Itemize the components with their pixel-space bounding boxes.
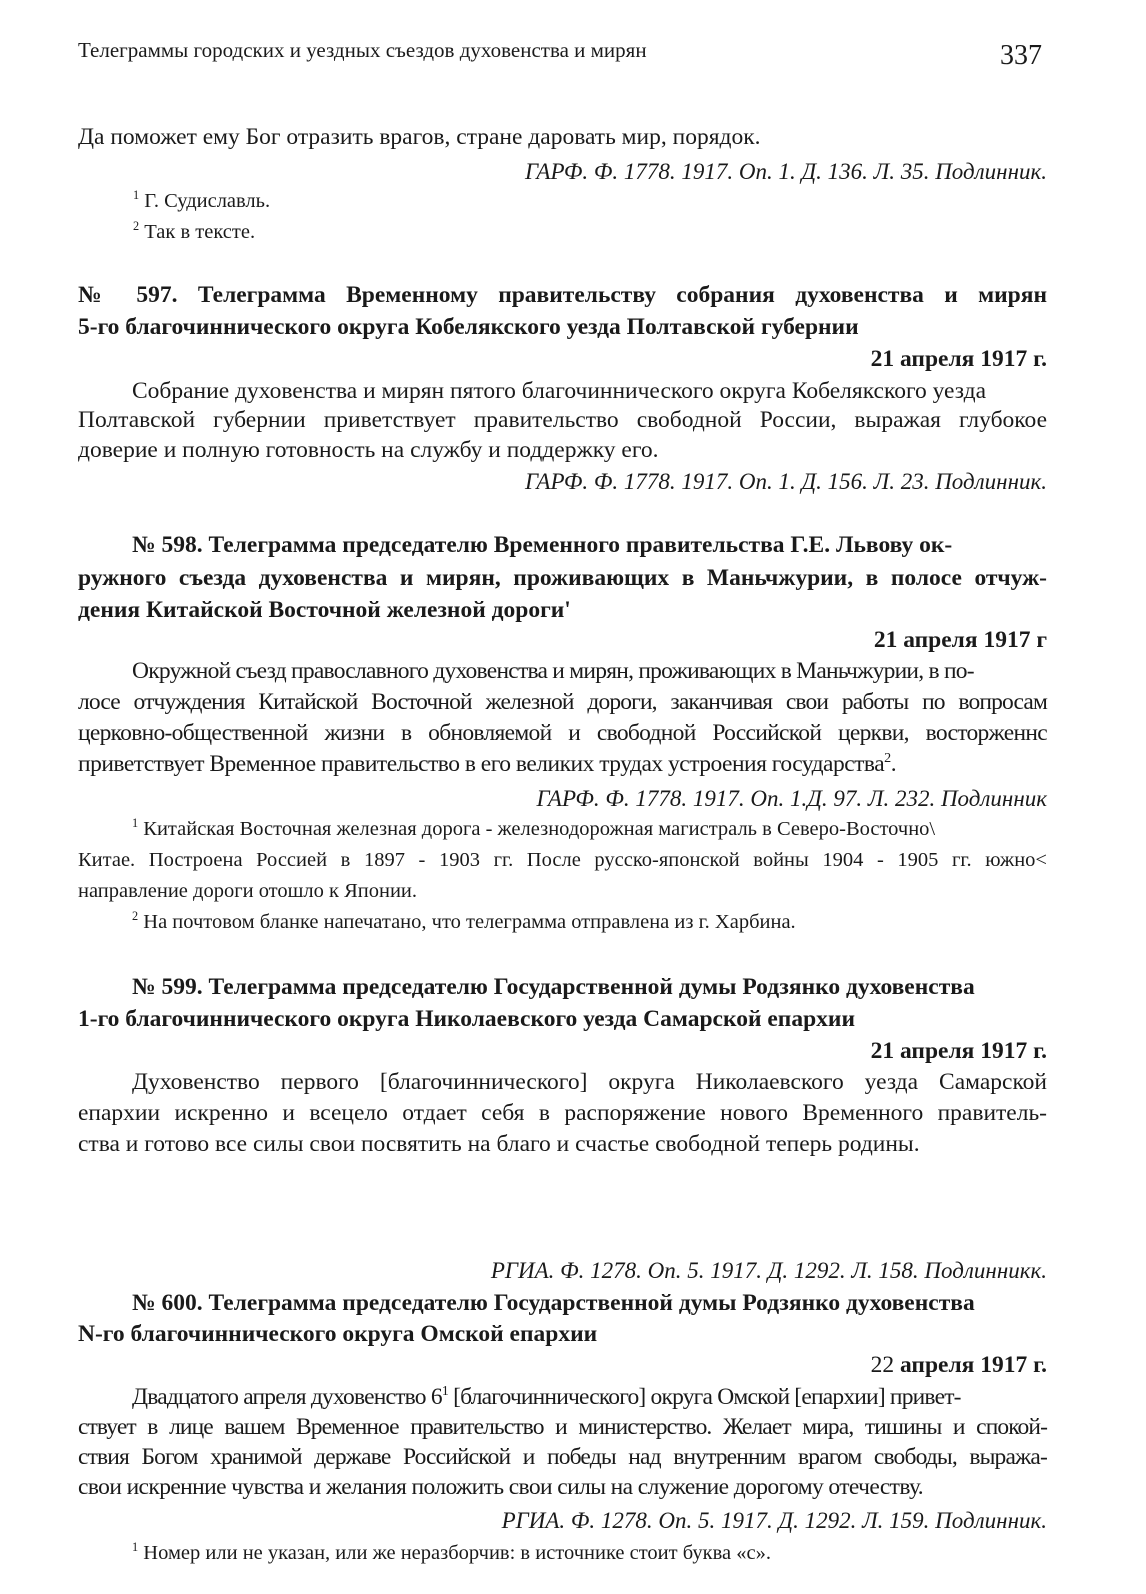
footnote-line: Китае. Построена Россией в 1897 - 1903 гг. После русско-японской войны 1904 - 1905 гг. южно<: [78, 849, 1047, 871]
doc-599-title-line: 1-го благочиннического округа Николаевского уезда Самарской епархии: [78, 1006, 855, 1032]
doc-600-body-line: свои искренние чувства и желания положить свои силы на служение дорогому отечеству.: [78, 1474, 924, 1500]
doc-598-archive: ГАРФ. Ф. 1778. 1917. Оп. 1.Д. 97. Л. 232. Подлинник: [536, 786, 1047, 811]
doc-597-title-line: № 597. Телеграмма Временному правительству собрания духовенства и мирян: [78, 282, 1047, 308]
doc-598-body-line: церковно-общественной жизни в обновляемой и свободной Российской церкви, восторженнс: [78, 720, 1047, 746]
doc-597-body-line: доверие и полную готовность на службу и поддержку его.: [78, 437, 659, 463]
footnote-mark: 2: [884, 750, 891, 767]
footnote-mark: 1: [441, 1383, 449, 1400]
doc-597-body-line: Полтавской губернии приветствует правительство свободной России, выражая глубокое: [78, 407, 1047, 433]
doc-598-title-line: ружного съезда духовенства и мирян, проживающих в Маньчжурии, в полосе отчуж-: [78, 565, 1047, 591]
doc-599-body-line: ства и готово все силы свои посвятить на благо и счастье свободной теперь родины.: [78, 1131, 920, 1157]
doc-600-date: 22 апреля 1917 г.: [870, 1352, 1047, 1378]
footnote: $^1$ Китайская Восточная железная дорога - железнодорожная магистраль в Северо-Восточно\: [132, 816, 936, 840]
doc-598-body-line: приветствует Временное правительство в его великих трудах устроения государства$^2$.: [78, 750, 897, 777]
doc-598-title-line: дения Китайской Восточной железной дороги': [78, 597, 571, 623]
page-number: 337: [1000, 40, 1042, 71]
doc-600-title-line: N-го благочиннического округа Омской епархии: [78, 1321, 598, 1347]
doc-600-title-line: № 600. Телеграмма председателю Государственной думы Родзянко духовенства: [132, 1290, 975, 1316]
doc-600-body-line: ствия Богом хранимой державе Российской и победы над внутренним врагом свободы, выража-: [78, 1444, 1047, 1470]
doc-599-archive: РГИА. Ф. 1278. Оп. 5. 1917. Д. 1292. Л. 158. Подлинникк.: [490, 1258, 1047, 1283]
closing-line: Да поможет ему Бог отразить врагов, стране даровать мир, порядок.: [78, 124, 761, 150]
doc-597-archive: ГАРФ. Ф. 1778. 1917. Оп. 1. Д. 156. Л. 23. Подлинник.: [525, 469, 1047, 494]
archive-ref: ГАРФ. Ф. 1778. 1917. Оп. 1. Д. 136. Л. 35. Подлинник.: [525, 159, 1047, 184]
doc-599-body-line: Духовенство первого [благочиннического] округа Николаевского уезда Самарской: [132, 1069, 1047, 1095]
footnote: $^2$ На почтовом бланке напечатано, что телеграмма отправлена из г. Харбина.: [132, 909, 796, 933]
doc-598-date: 21 апреля 1917 г: [873, 627, 1047, 653]
footnote-line: направление дороги отошло к Японии.: [78, 880, 418, 902]
doc-597-body-line: Собрание духовенства и мирян пятого благочиннического округа Кобелякского уезда: [132, 378, 987, 404]
doc-597-date: 21 апреля 1917 г.: [870, 346, 1047, 372]
footnote-mark: 1: [132, 816, 139, 831]
footnote: $^1$ Номер или не указан, или же неразборчив: в источнике стоит буква «с».: [132, 1540, 771, 1564]
footnote-mark: 2: [133, 219, 140, 234]
footnote-text: Г. Судиславль.: [144, 190, 271, 212]
footnote-mark: 1: [133, 188, 140, 203]
footnote: [133, 190, 270, 213]
doc-600-body-line: ствует в лице вашем Временное правительство и министерство. Желает мира, тишины и спокой-: [78, 1414, 1047, 1440]
doc-600-archive: РГИА. Ф. 1278. Оп. 5. 1917. Д. 1292. Л. 159. Подлинник.: [501, 1508, 1047, 1533]
doc-598-title-line: № 598. Телеграмма председателю Временного правительства Г.Е. Львову ок-: [132, 532, 953, 558]
footnote-mark: 1: [132, 1540, 139, 1555]
footnote: [133, 221, 255, 244]
doc-598-body-line: лосе отчуждения Китайской Восточной железной дороги, заканчивая свои работы по вопросам: [78, 689, 1047, 715]
doc-599-body-line: епархии искренно и всецело отдает себя в распоряжение нового Временного правитель-: [78, 1100, 1047, 1126]
doc-597-title-line: 5-го благочиннического округа Кобелякского уезда Полтавской губернии: [78, 314, 859, 340]
footnote-mark: 2: [132, 909, 139, 924]
footnote-text: Так в тексте.: [144, 221, 256, 243]
doc-598-body-line: Окружной съезд православного духовенства и мирян, проживающих в Маньчжурии, в по-: [132, 658, 974, 684]
doc-599-date: 21 апреля 1917 г.: [870, 1038, 1047, 1064]
running-header: Телеграммы городских и уездных съездов духовенства и мирян: [78, 38, 647, 62]
doc-600-body-line: Двадцатого апреля духовенство $6^1$ [благочиннического] округа Омской [епархии] привет-: [132, 1383, 961, 1410]
doc-599-title-line: № 599. Телеграмма председателю Государственной думы Родзянко духовенства: [132, 974, 975, 1000]
